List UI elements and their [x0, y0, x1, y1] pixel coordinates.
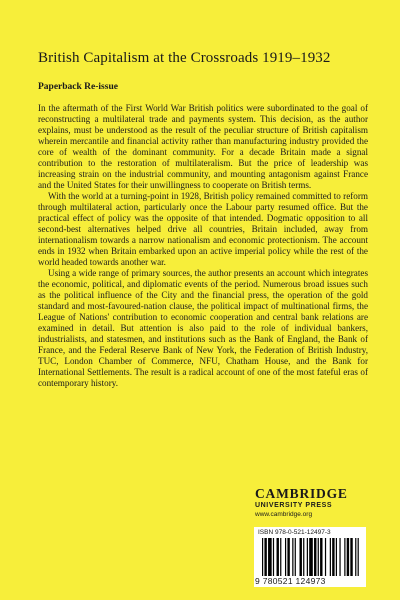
publisher-name: CAMBRIDGE — [255, 486, 348, 501]
blurb-paragraph: With the world at a turning-point in 1928, British policy remained committed to reform through multilateral action, particularly once the Labour party resumed office. But the practical effect of policy was the opposite of that intended. Dogmatic opposition to all second-best alternatives helped drive all countries, Britain included, away from internationalism towards a narrow nationalism and economic protectionism. The account ends in 1932 when Britain embarked upon an active imperial policy while the rest of the world headed towards another war. — [38, 191, 368, 267]
barcode-icon — [262, 538, 360, 576]
blurb-paragraph: Using a wide range of primary sources, the author presents an account which integrates the economic, political, and diplomatic events of the period. Numerous broad issues such as the political influence of the City and the financial press, the operation of the gold standard and most-favoured-nation clause, the political impact of multinational firms, the League of Nations' contribution to economic cooperation and central bank relations are examined in detail. But attention is also paid to the role of individual bankers, industrialists, and statesmen, and institutions such as the Bank of England, the Bank of France, and the Federal Reserve Bank of New York, the Federation of British Industry, TUC, London Chamber of Commerce, NFU, Chatham House, and the Bank for International Settlements. The result is a radical account of one of the most fateful eras of contemporary history. — [38, 268, 368, 388]
publisher-subname: UNIVERSITY PRESS — [255, 502, 333, 509]
barcode-digits: 9 780521 124973 — [255, 576, 326, 586]
publisher-url: www.cambridge.org — [255, 511, 313, 518]
edition-label: Paperback Re-issue — [38, 82, 118, 92]
book-title: British Capitalism at the Crossroads 1919–1932 — [38, 50, 331, 66]
isbn-label: ISBN 978-0-521-12497-3 — [258, 529, 331, 536]
blurb — [38, 103, 368, 389]
publisher-logo — [255, 487, 370, 519]
blurb-paragraph: In the aftermath of the First World War British politics were subordinated to the goal of reconstructing a multilateral trade and payments system. This decision, as the author explains, must be understood as the result of the peculiar structure of British capitalism wherein mercantile and financial activity rather than manufacturing industry provided the core of wealth of the dominant community. For a decade Britain made a signal contribution to the restoration of multilateralism. But the price of leadership was increasing strain on the industrial community, and mounting antagonism against France and the United States for their unwillingness to cooperate on British terms. — [38, 103, 368, 190]
barcode-panel — [254, 527, 366, 587]
